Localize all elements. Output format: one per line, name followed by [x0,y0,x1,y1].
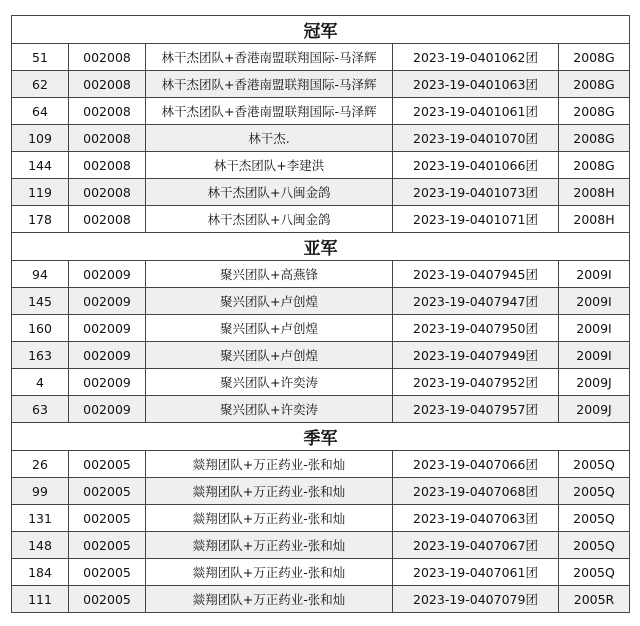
entry-number-cell: 94 [12,261,69,288]
loft-code-cell: 002008 [69,71,146,98]
table-row [12,179,630,206]
table-row [12,206,630,233]
group-code-cell: 2009I [559,342,630,369]
loft-code-cell: 002008 [69,125,146,152]
entry-number-cell: 51 [12,44,69,71]
group-code-cell: 2008G [559,71,630,98]
ring-number-cell: 2023-19-0407949团 [393,342,559,369]
group-code-cell: 2005Q [559,559,630,586]
section-title: 冠军 [12,16,630,44]
loft-code-cell: 002008 [69,98,146,125]
entry-number-cell: 144 [12,152,69,179]
table-row [12,532,630,559]
group-code-cell: 2009I [559,261,630,288]
ring-number-cell: 2023-19-0407957团 [393,396,559,423]
team-name-cell: 聚兴团队+许奕涛 [146,369,393,396]
table-row [12,315,630,342]
loft-code-cell: 002008 [69,206,146,233]
ring-number-cell: 2023-19-0401063团 [393,71,559,98]
table-row [12,71,630,98]
entry-number-cell: 160 [12,315,69,342]
table-row [12,44,630,71]
team-name-cell: 聚兴团队+许奕涛 [146,396,393,423]
loft-code-cell: 002009 [69,342,146,369]
loft-code-cell: 002005 [69,532,146,559]
table-row [12,98,630,125]
team-name-cell: 燚翔团队+万正药业-张和灿 [146,451,393,478]
group-code-cell: 2008H [559,206,630,233]
section-header-row [12,233,630,261]
table-row [12,451,630,478]
group-code-cell: 2009I [559,315,630,342]
table-row [12,369,630,396]
team-name-cell: 聚兴团队+卢创煌 [146,315,393,342]
group-code-cell: 2008H [559,179,630,206]
loft-code-cell: 002008 [69,44,146,71]
team-name-cell: 聚兴团队+高燕锋 [146,261,393,288]
team-name-cell: 燚翔团队+万正药业-张和灿 [146,559,393,586]
group-code-cell: 2008G [559,125,630,152]
ring-number-cell: 2023-19-0407061团 [393,559,559,586]
entry-number-cell: 178 [12,206,69,233]
ring-number-cell: 2023-19-0407945团 [393,261,559,288]
loft-code-cell: 002009 [69,288,146,315]
ring-number-cell: 2023-19-0407079团 [393,586,559,613]
loft-code-cell: 002009 [69,369,146,396]
loft-code-cell: 002008 [69,152,146,179]
ring-number-cell: 2023-19-0407066团 [393,451,559,478]
entry-number-cell: 148 [12,532,69,559]
entry-number-cell: 64 [12,98,69,125]
table-row [12,559,630,586]
team-name-cell: 林干杰团队+香港南盟联翔国际-马泽辉 [146,71,393,98]
ring-number-cell: 2023-19-0407067团 [393,532,559,559]
team-name-cell: 林干杰团队+八闽金鸽 [146,179,393,206]
table-row [12,152,630,179]
section-title: 季军 [12,423,630,451]
team-name-cell: 燚翔团队+万正药业-张和灿 [146,586,393,613]
loft-code-cell: 002008 [69,179,146,206]
team-name-cell: 燚翔团队+万正药业-张和灿 [146,505,393,532]
entry-number-cell: 109 [12,125,69,152]
results-table [11,15,630,613]
entry-number-cell: 111 [12,586,69,613]
group-code-cell: 2005Q [559,532,630,559]
entry-number-cell: 163 [12,342,69,369]
loft-code-cell: 002005 [69,559,146,586]
group-code-cell: 2005R [559,586,630,613]
table-row [12,125,630,152]
table-row [12,396,630,423]
group-code-cell: 2009J [559,369,630,396]
section-title: 亚军 [12,233,630,261]
section-header-row [12,16,630,44]
table-row [12,342,630,369]
section-header-row [12,423,630,451]
ring-number-cell: 2023-19-0401073团 [393,179,559,206]
group-code-cell: 2008G [559,44,630,71]
table-row [12,261,630,288]
table-row [12,478,630,505]
team-name-cell: 燚翔团队+万正药业-张和灿 [146,478,393,505]
entry-number-cell: 62 [12,71,69,98]
entry-number-cell: 131 [12,505,69,532]
group-code-cell: 2008G [559,152,630,179]
entry-number-cell: 145 [12,288,69,315]
entry-number-cell: 99 [12,478,69,505]
table-row [12,586,630,613]
loft-code-cell: 002009 [69,315,146,342]
table-row [12,288,630,315]
group-code-cell: 2005Q [559,478,630,505]
ring-number-cell: 2023-19-0407950团 [393,315,559,342]
loft-code-cell: 002005 [69,478,146,505]
loft-code-cell: 002009 [69,261,146,288]
team-name-cell: 林干杰团队+八闽金鸽 [146,206,393,233]
entry-number-cell: 4 [12,369,69,396]
entry-number-cell: 184 [12,559,69,586]
entry-number-cell: 26 [12,451,69,478]
loft-code-cell: 002009 [69,396,146,423]
group-code-cell: 2009J [559,396,630,423]
team-name-cell: 燚翔团队+万正药业-张和灿 [146,532,393,559]
team-name-cell: 聚兴团队+卢创煌 [146,288,393,315]
ring-number-cell: 2023-19-0407063团 [393,505,559,532]
team-name-cell: 林干杰团队+李建洪 [146,152,393,179]
loft-code-cell: 002005 [69,586,146,613]
ring-number-cell: 2023-19-0401070团 [393,125,559,152]
group-code-cell: 2005Q [559,451,630,478]
ring-number-cell: 2023-19-0401066团 [393,152,559,179]
ring-number-cell: 2023-19-0407947团 [393,288,559,315]
team-name-cell: 林干杰团队+香港南盟联翔国际-马泽辉 [146,98,393,125]
table-row [12,505,630,532]
ring-number-cell: 2023-19-0407952团 [393,369,559,396]
team-name-cell: 林干杰. [146,125,393,152]
ring-number-cell: 2023-19-0401061团 [393,98,559,125]
group-code-cell: 2005Q [559,505,630,532]
loft-code-cell: 002005 [69,451,146,478]
group-code-cell: 2008G [559,98,630,125]
team-name-cell: 林干杰团队+香港南盟联翔国际-马泽辉 [146,44,393,71]
ring-number-cell: 2023-19-0401062团 [393,44,559,71]
loft-code-cell: 002005 [69,505,146,532]
entry-number-cell: 119 [12,179,69,206]
ring-number-cell: 2023-19-0407068团 [393,478,559,505]
group-code-cell: 2009I [559,288,630,315]
ring-number-cell: 2023-19-0401071团 [393,206,559,233]
entry-number-cell: 63 [12,396,69,423]
team-name-cell: 聚兴团队+卢创煌 [146,342,393,369]
